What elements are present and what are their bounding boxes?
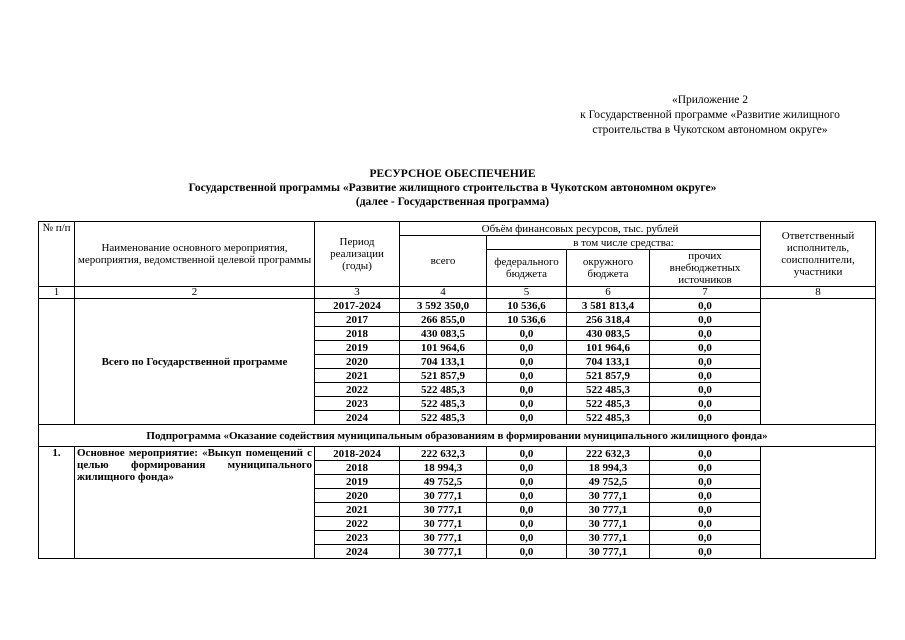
period-cell: 2018 [315,461,400,475]
federal-cell: 0,0 [487,517,567,531]
period-cell: 2020 [315,489,400,503]
federal-cell: 0,0 [487,503,567,517]
header-name: Наименование основного мероприятия, мероприятия, ведомственной целевой программы [75,222,315,287]
column-number-row [39,287,876,299]
header-including: в том числе средства: [487,236,761,250]
other-cell: 0,0 [650,447,761,461]
total-cell: 704 133,1 [400,355,487,369]
period-cell: 2019 [315,475,400,489]
other-cell: 0,0 [650,461,761,475]
other-cell: 0,0 [650,383,761,397]
district-cell: 521 857,9 [567,369,650,383]
district-cell: 256 318,4 [567,313,650,327]
header-total: всего [400,236,487,287]
total-cell: 521 857,9 [400,369,487,383]
table-row [39,447,876,461]
col-number: 3 [315,287,400,299]
period-cell: 2024 [315,411,400,425]
resource-table [38,221,876,559]
total-cell: 30 777,1 [400,531,487,545]
total-cell: 18 994,3 [400,461,487,475]
header-volume: Объём финансовых ресурсов, тыс. рублей [400,222,761,236]
appendix-line-1: «Приложение 2 [671,94,749,106]
col-number: 7 [650,287,761,299]
district-cell: 18 994,3 [567,461,650,475]
other-cell: 0,0 [650,355,761,369]
col-number: 6 [567,287,650,299]
total-cell: 266 855,0 [400,313,487,327]
header-other: прочих внебюджетных источников [650,250,761,287]
other-cell: 0,0 [650,313,761,327]
period-cell: 2021 [315,369,400,383]
federal-cell: 0,0 [487,475,567,489]
col-number: 2 [75,287,315,299]
appendix-line-3: строительства в Чукотском автономном округе» [592,124,828,136]
table-row [39,299,876,313]
district-cell: 30 777,1 [567,545,650,559]
district-cell: 30 777,1 [567,489,650,503]
other-cell: 0,0 [650,475,761,489]
federal-cell: 0,0 [487,489,567,503]
district-cell: 430 083,5 [567,327,650,341]
other-cell: 0,0 [650,531,761,545]
header-period: Период реализации (годы) [315,222,400,287]
period-cell: 2020 [315,355,400,369]
total-block [39,299,876,425]
district-cell: 49 752,5 [567,475,650,489]
col-number: 1 [39,287,75,299]
responsible-cell [761,447,876,559]
federal-cell: 0,0 [487,383,567,397]
total-cell: 222 632,3 [400,447,487,461]
district-cell: 30 777,1 [567,503,650,517]
row-number [39,299,75,425]
federal-cell: 0,0 [487,327,567,341]
district-cell: 101 964,6 [567,341,650,355]
district-cell: 222 632,3 [567,447,650,461]
period-cell: 2023 [315,397,400,411]
federal-cell: 0,0 [487,545,567,559]
federal-cell: 10 536,6 [487,313,567,327]
total-cell: 30 777,1 [400,503,487,517]
header-federal: федерального бюджета [487,250,567,287]
subprogram-row [39,425,876,447]
district-cell: 3 581 813,4 [567,299,650,313]
header-district: окружного бюджета [567,250,650,287]
district-cell: 522 485,3 [567,383,650,397]
federal-cell: 0,0 [487,369,567,383]
total-cell: 430 083,5 [400,327,487,341]
district-cell: 522 485,3 [567,397,650,411]
federal-cell: 0,0 [487,341,567,355]
document-title [0,167,905,209]
district-cell: 30 777,1 [567,517,650,531]
total-cell: 522 485,3 [400,383,487,397]
federal-cell: 0,0 [487,447,567,461]
federal-cell: 0,0 [487,531,567,545]
other-cell: 0,0 [650,411,761,425]
period-cell: 2019 [315,341,400,355]
measure-1-block [39,447,876,559]
subprogram-title: Подпрограмма «Оказание содействия муниципальным образованиям в формировании муниципального жилищного фонда» [39,425,876,447]
other-cell: 0,0 [650,517,761,531]
title-line-3: (далее - Государственная программа) [355,196,550,208]
total-cell: 522 485,3 [400,397,487,411]
other-cell: 0,0 [650,341,761,355]
row-label: Основное мероприятие: «Выкуп помещений с целью формирования муниципального жилищного фонда» [75,447,315,559]
federal-cell: 0,0 [487,397,567,411]
title-line-1: РЕСУРСНОЕ ОБЕСПЕЧЕНИЕ [369,168,536,180]
period-cell: 2017 [315,313,400,327]
district-cell: 522 485,3 [567,411,650,425]
col-number: 4 [400,287,487,299]
total-cell: 49 752,5 [400,475,487,489]
other-cell: 0,0 [650,397,761,411]
federal-cell: 0,0 [487,355,567,369]
federal-cell: 0,0 [487,411,567,425]
period-cell: 2022 [315,383,400,397]
row-number: 1. [39,447,75,559]
district-cell: 30 777,1 [567,531,650,545]
period-cell: 2021 [315,503,400,517]
header-num: № п/п [39,222,75,287]
other-cell: 0,0 [650,545,761,559]
federal-cell: 10 536,6 [487,299,567,313]
total-cell: 30 777,1 [400,545,487,559]
period-cell: 2017-2024 [315,299,400,313]
responsible-cell [761,299,876,425]
period-cell: 2022 [315,517,400,531]
header-responsible: Ответственный исполнитель, соисполнители, участники [761,222,876,287]
total-cell: 30 777,1 [400,489,487,503]
total-cell: 30 777,1 [400,517,487,531]
other-cell: 0,0 [650,489,761,503]
title-line-2: Государственной программы «Развитие жилищного строительства в Чукотском автономном округе» [188,182,717,194]
district-cell: 704 133,1 [567,355,650,369]
col-number: 8 [761,287,876,299]
other-cell: 0,0 [650,299,761,313]
appendix-header [550,93,870,138]
total-cell: 522 485,3 [400,411,487,425]
other-cell: 0,0 [650,503,761,517]
federal-cell: 0,0 [487,461,567,475]
col-number: 5 [487,287,567,299]
total-cell: 3 592 350,0 [400,299,487,313]
period-cell: 2024 [315,545,400,559]
other-cell: 0,0 [650,327,761,341]
other-cell: 0,0 [650,369,761,383]
period-cell: 2023 [315,531,400,545]
total-cell: 101 964,6 [400,341,487,355]
appendix-line-2: к Государственной программе «Развитие жилищного [580,109,840,121]
period-cell: 2018-2024 [315,447,400,461]
period-cell: 2018 [315,327,400,341]
row-label: Всего по Государственной программе [75,299,315,425]
